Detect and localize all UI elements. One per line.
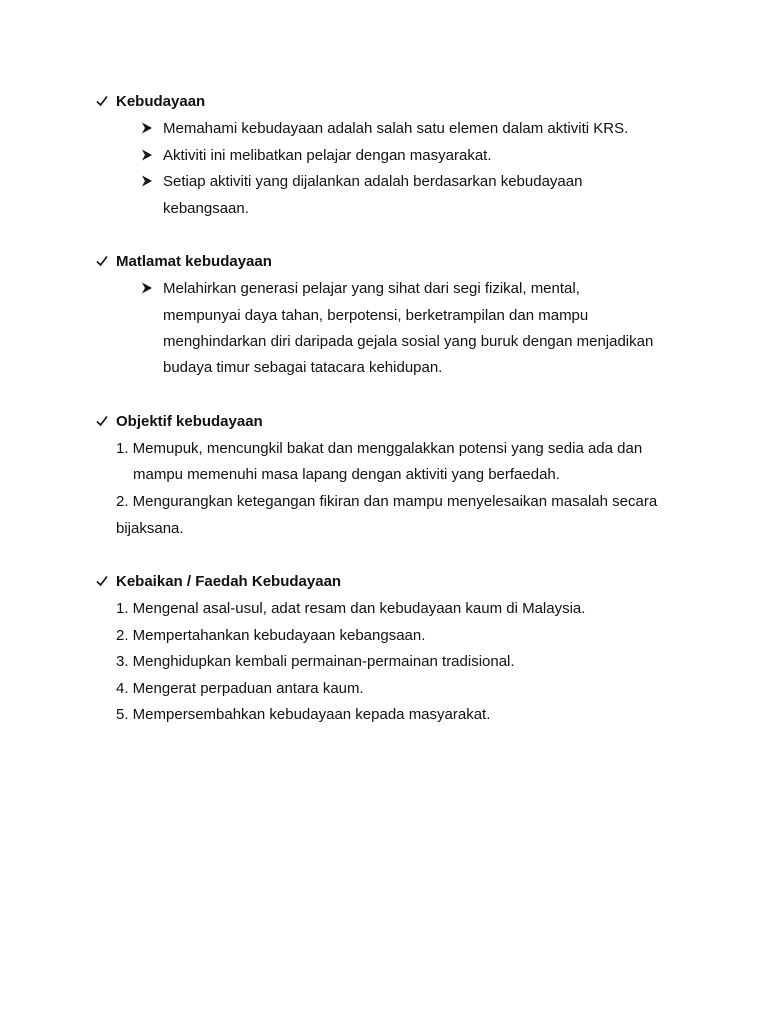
bullet-text: Aktiviti ini melibatkan pelajar dengan masyarakat.	[163, 147, 492, 164]
section-heading-objektif: Objektif kebudayaan	[116, 413, 263, 430]
section-heading-kebudayaan: Kebudayaan	[116, 93, 206, 110]
checkmark-icon	[95, 414, 109, 428]
numbered-item: 1. Mengenal asal-usul, adat resam dan kebudayaan kaum di Malaysia.	[116, 600, 586, 617]
section-heading-kebaikan: Kebaikan / Faedah Kebudayaan	[116, 573, 342, 590]
bullet-text-continuation: budaya timur sebagai tatacara kehidupan.	[163, 359, 443, 376]
numbered-item: 4. Mengerat perpaduan antara kaum.	[116, 680, 364, 697]
bullet-text: Setiap aktiviti yang dijalankan adalah berdasarkan kebudayaan	[163, 173, 583, 190]
bullet-text-continuation: mempunyai daya tahan, berpotensi, berketrampilan dan mampu	[163, 307, 589, 324]
numbered-item: 5. Mempersembahkan kebudayaan kepada masyarakat.	[116, 706, 491, 723]
numbered-item: 1. Memupuk, mencungkil bakat dan menggalakkan potensi yang sedia ada dan	[116, 440, 643, 457]
numbered-item-continuation: mampu memenuhi masa lapang dengan aktiviti yang berfaedah.	[133, 466, 560, 483]
numbered-item: 2. Mempertahankan kebudayaan kebangsaan.	[116, 627, 426, 644]
arrow-bullet-icon	[140, 121, 154, 135]
checkmark-icon	[95, 574, 109, 588]
checkmark-icon	[95, 254, 109, 268]
arrow-bullet-icon	[140, 148, 154, 162]
numbered-item: 2. Mengurangkan ketegangan fikiran dan mampu menyelesaikan masalah secara	[116, 493, 658, 510]
bullet-text: Melahirkan generasi pelajar yang sihat dari segi fizikal, mental,	[163, 280, 580, 297]
bullet-text-continuation: menghindarkan diri daripada gejala sosial yang buruk dengan menjadikan	[163, 333, 654, 350]
bullet-text-continuation: kebangsaan.	[163, 200, 249, 217]
bullet-text: Memahami kebudayaan adalah salah satu elemen dalam aktiviti KRS.	[163, 120, 629, 137]
arrow-bullet-icon	[140, 174, 154, 188]
checkmark-icon	[95, 94, 109, 108]
numbered-item: 3. Menghidupkan kembali permainan-permainan tradisional.	[116, 653, 515, 670]
arrow-bullet-icon	[140, 281, 154, 295]
numbered-item-continuation: bijaksana.	[116, 520, 184, 537]
section-heading-matlamat: Matlamat kebudayaan	[116, 253, 272, 270]
